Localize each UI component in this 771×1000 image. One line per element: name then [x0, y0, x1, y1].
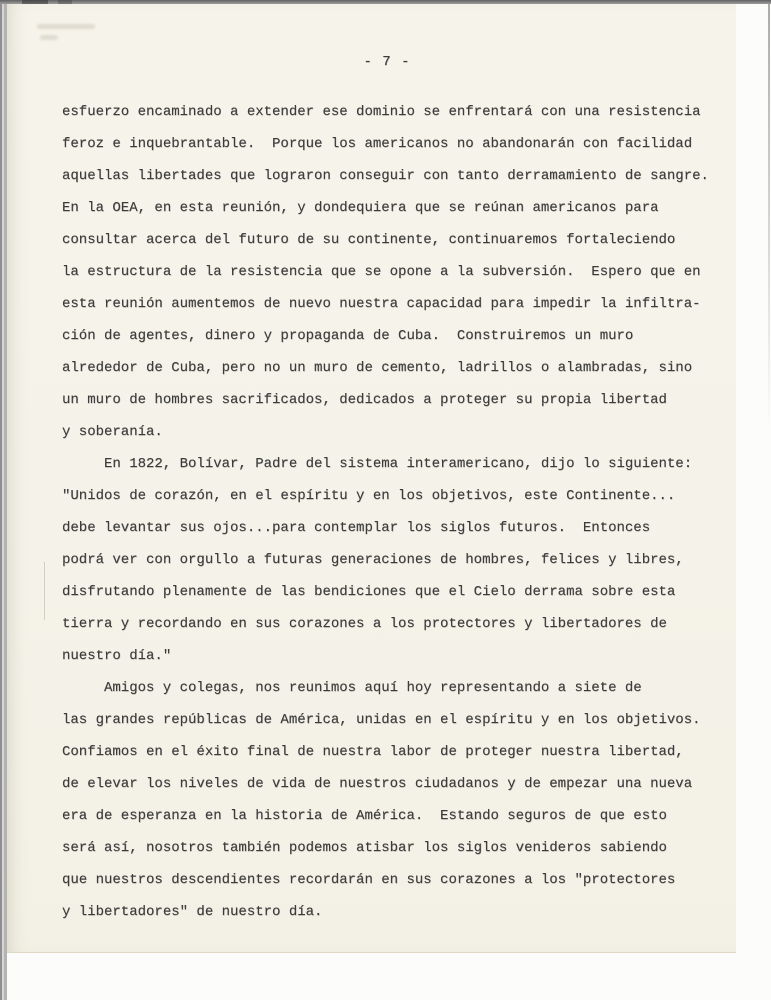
text-line: consultar acerca del futuro de su continente, continuaremos fortaleciendo — [62, 232, 676, 248]
text-line: aquellas libertades que lograron conseguir con tanto derramamiento de sangre. — [62, 168, 709, 184]
text-line: un muro de hombres sacrificados, dedicados a proteger su propia libertad — [62, 392, 667, 408]
paragraph-1 — [62, 96, 722, 448]
text-line: era de esperanza en la historia de América. Estando seguros de que esto — [62, 808, 667, 824]
page-number: - 7 - — [363, 54, 411, 70]
text-line: podrá ver con orgullo a futuras generaciones de hombres, felices y libres, — [62, 552, 684, 568]
text-line: disfrutando plenamente de las bendiciones que el Cielo derrama sobre esta — [62, 584, 676, 600]
text-line: que nuestros descendientes recordarán en sus corazones a los "protectores — [62, 872, 676, 888]
text-line: esta reunión aumentemos de nuevo nuestra capacidad para impedir la infiltra- — [62, 296, 701, 312]
text-line: esfuerzo encaminado a extender ese dominio se enfrentará con una resistencia — [62, 104, 701, 120]
text-line: alrededor de Cuba, pero no un muro de cemento, ladrillos o alambradas, sino — [62, 360, 693, 376]
scanner-edge-top — [0, 0, 771, 4]
text-line: Confiamos en el éxito final de nuestra labor de proteger nuestra libertad, — [62, 744, 684, 760]
scanner-edge-left — [0, 0, 7, 1000]
text-line: En la OEA, en esta reunión, y dondequiera que se reúnan americanos para — [62, 200, 659, 216]
text-line: Amigos y colegas, nos reunimos aquí hoy representando a siete de — [104, 680, 642, 696]
page-body — [62, 96, 722, 928]
scanner-edge-mark — [58, 0, 72, 4]
text-line: será así, nosotros también podemos atisbar los siglos venideros sabiendo — [62, 840, 667, 856]
text-line: la estructura de la resistencia que se opone a la subversión. Espero que en — [62, 264, 701, 280]
paper-crease — [44, 562, 45, 620]
text-line: y soberanía. — [62, 424, 163, 440]
text-line: feroz e inquebrantable. Porque los americanos no abandonarán con facilidad — [62, 136, 693, 152]
text-line: las grandes repúblicas de América, unidas en el espíritu y en los objetivos. — [62, 712, 701, 728]
paragraph-3 — [62, 672, 722, 928]
text-line: nuestro día." — [62, 648, 172, 664]
paragraph-2 — [62, 448, 722, 672]
text-line: ción de agentes, dinero y propaganda de Cuba. Construiremos un muro — [62, 328, 634, 344]
text-line: "Unidos de corazón, en el espíritu y en los objetivos, este Continente... — [62, 488, 676, 504]
text-line: y libertadores" de nuestro día. — [62, 904, 323, 920]
smudge-mark — [40, 35, 58, 40]
document-page — [7, 4, 736, 953]
text-line: de elevar los niveles de vida de nuestros ciudadanos y de empezar una nueva — [62, 776, 693, 792]
scanner-edge-mark — [22, 0, 48, 4]
text-line: tierra y recordando en sus corazones a los protectores y libertadores de — [62, 616, 667, 632]
text-line: En 1822, Bolívar, Padre del sistema interamericano, dijo lo siguiente: — [104, 456, 693, 472]
smudge-mark — [37, 24, 95, 29]
text-line: debe levantar sus ojos...para contemplar los siglos futuros. Entonces — [62, 520, 651, 536]
scanner-edge-right — [768, 0, 770, 430]
